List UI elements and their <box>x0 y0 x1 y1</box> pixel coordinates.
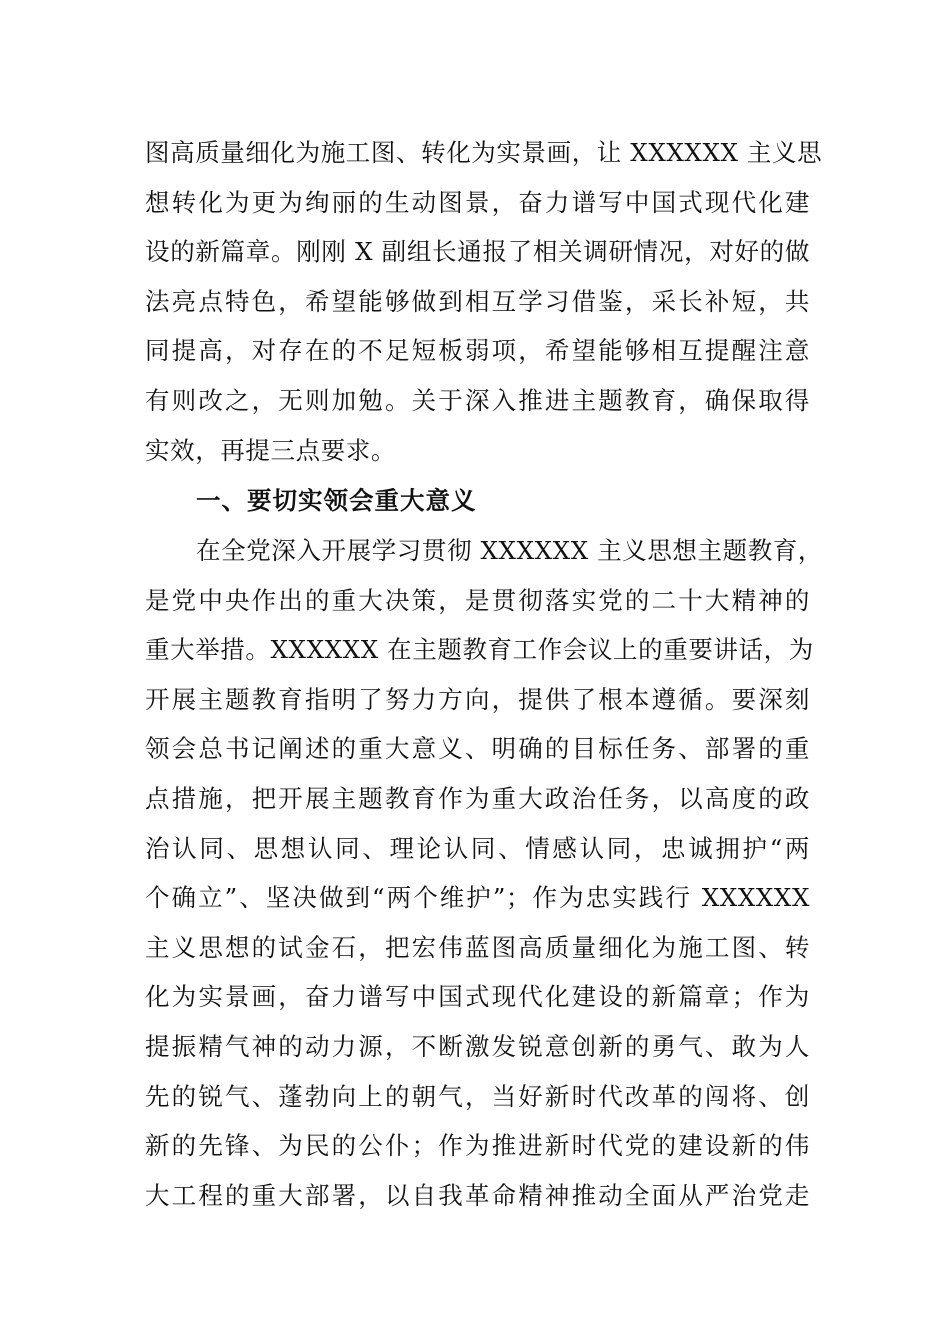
paragraph-line: 领会总书记阐述的重大意义、明确的目标任务、部署的重 <box>145 734 810 764</box>
section-heading: 一、要切实领会重大意义 <box>196 486 477 515</box>
body-paragraph-2 <box>145 526 824 1220</box>
paragraph-line: 同提高，对存在的不足短板弱项，希望能够相互提醒注意 <box>145 336 810 366</box>
paragraph-line: 图高质量细化为施工图、转化为实景画，让 XXXXXX 主义思 <box>145 138 823 167</box>
paragraph-line: 是党中央作出的重大决策，是贯彻落实党的二十大精神的 <box>145 585 810 615</box>
body-paragraph-1 <box>145 128 823 475</box>
paragraph-line: 点措施，把开展主题教育作为重大政治任务，以高度的政 <box>145 783 810 813</box>
paragraph-line: 实效，再提三点要求。 <box>145 435 396 465</box>
paragraph-line: 开展主题教育指明了努力方向，提供了根本遵循。要深刻 <box>145 684 810 714</box>
paragraph-line: 法亮点特色，希望能够做到相互学习借鉴，采长补短，共 <box>145 286 810 316</box>
paragraph-line: 重大举措。XXXXXX 在主题教育工作会议上的重要讲话，为 <box>145 635 814 665</box>
paragraph-line: 设的新篇章。刚刚 X 副组长通报了相关调研情况，对好的做 <box>145 237 810 267</box>
paragraph-line: 想转化为更为绚丽的生动图景，奋力谱写中国式现代化建 <box>145 187 810 217</box>
paragraph-line: 先的锐气、蓬勃向上的朝气，当好新时代改革的闯将、创 <box>145 1081 810 1111</box>
paragraph-line: 治认同、思想认同、理论认同、情感认同，忠诚拥护“两 <box>145 833 810 863</box>
paragraph-line: 化为实景画，奋力谱写中国式现代化建设的新篇章；作为 <box>145 982 810 1012</box>
paragraph-line: 新的先锋、为民的公仆；作为推进新时代党的建设新的伟 <box>145 1131 810 1161</box>
paragraph-line: 在全党深入开展学习贯彻 XXXXXX 主义思想主题教育， <box>196 536 824 565</box>
paragraph-line: 大工程的重大部署，以自我革命精神推动全面从严治党走 <box>145 1180 810 1210</box>
paragraph-line: 个确立”、坚决做到“两个维护”；作为忠实践行 XXXXXX <box>145 883 810 913</box>
paragraph-line: 提振精气神的动力源，不断激发锐意创新的勇气、敢为人 <box>145 1031 810 1061</box>
paragraph-line: 有则改之，无则加勉。关于深入推进主题教育，确保取得 <box>145 385 810 415</box>
paragraph-line: 主义思想的试金石，把宏伟蓝图高质量细化为施工图、转 <box>145 932 810 962</box>
